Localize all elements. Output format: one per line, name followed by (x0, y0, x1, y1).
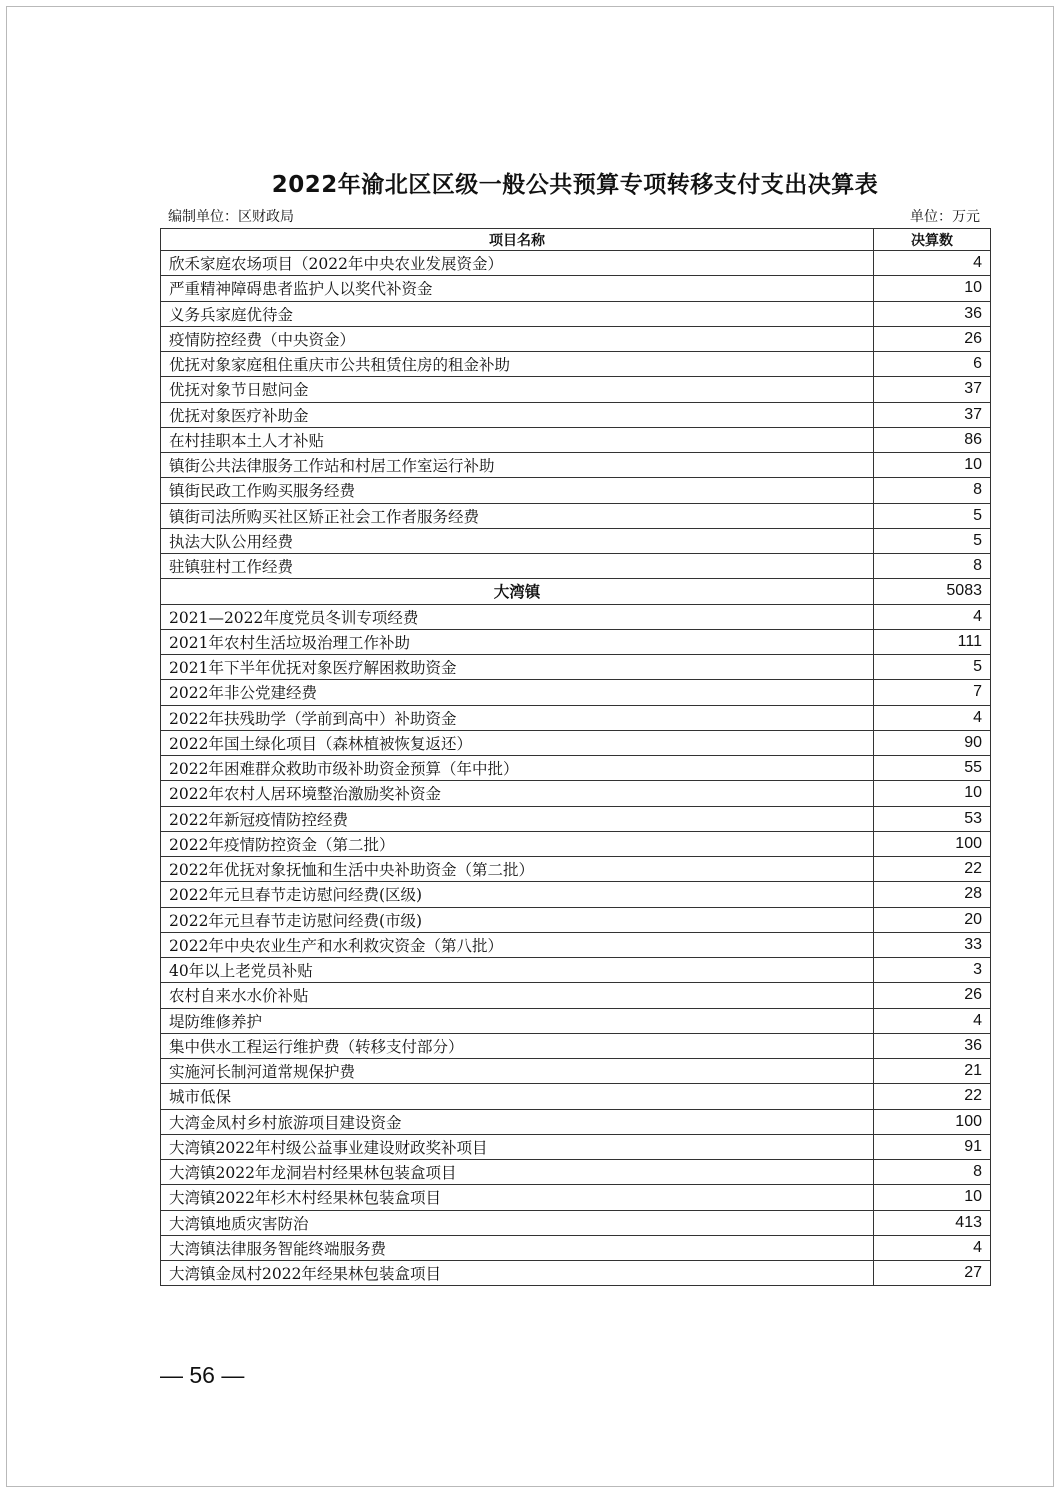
table-row (161, 1185, 991, 1210)
amount-cell: 10 (874, 276, 991, 301)
table-row (161, 377, 991, 402)
table-row (161, 478, 991, 503)
table-row (161, 301, 991, 326)
project-name-cell: 镇街民政工作购买服务经费 (161, 478, 874, 503)
project-name-cell: 严重精神障碍患者监护人以奖代补资金 (161, 276, 874, 301)
amount-cell: 5 (874, 528, 991, 553)
project-name-cell: 优抚对象家庭租住重庆市公共租赁住房的租金补助 (161, 352, 874, 377)
table-row (161, 1109, 991, 1134)
table-row (161, 1160, 991, 1185)
amount-cell: 5 (874, 655, 991, 680)
amount-cell: 4 (874, 251, 991, 276)
table-row (161, 1033, 991, 1058)
project-name-cell: 2021—2022年度党员冬训专项经费 (161, 604, 874, 629)
amount-cell: 26 (874, 326, 991, 351)
table-row (161, 756, 991, 781)
group-row (161, 579, 991, 604)
table-row (161, 276, 991, 301)
amount-cell: 4 (874, 1235, 991, 1260)
project-name-cell: 40年以上老党员补贴 (161, 958, 874, 983)
project-name-cell: 堤防维修养护 (161, 1008, 874, 1033)
table-row (161, 1134, 991, 1159)
project-name-cell: 2022年农村人居环境整治激励奖补资金 (161, 781, 874, 806)
budget-table (160, 228, 991, 1286)
compiler-label: 编制单位：区财政局 (168, 209, 294, 225)
project-name-cell: 大湾镇2022年龙洞岩村经果林包装盒项目 (161, 1160, 874, 1185)
project-name-cell: 2022年元旦春节走访慰问经费(区级) (161, 882, 874, 907)
amount-cell: 7 (874, 680, 991, 705)
amount-cell: 4 (874, 705, 991, 730)
amount-cell: 10 (874, 781, 991, 806)
amount-cell: 10 (874, 1185, 991, 1210)
amount-cell: 33 (874, 932, 991, 957)
header-amount: 决算数 (874, 229, 991, 251)
project-name-cell: 农村自来水水价补贴 (161, 983, 874, 1008)
amount-cell: 6 (874, 352, 991, 377)
amount-cell: 111 (874, 629, 991, 654)
project-name-cell: 义务兵家庭优待金 (161, 301, 874, 326)
table-row (161, 326, 991, 351)
project-name-cell: 大湾镇地质灾害防治 (161, 1210, 874, 1235)
page-title: 2022年渝北区区级一般公共预算专项转移支付支出决算表 (271, 172, 879, 198)
table-row (161, 251, 991, 276)
amount-cell: 5083 (874, 579, 991, 604)
table-body (161, 251, 991, 1286)
table-row (161, 958, 991, 983)
table-row (161, 781, 991, 806)
amount-cell: 91 (874, 1134, 991, 1159)
project-name-cell: 2021年下半年优抚对象医疗解困救助资金 (161, 655, 874, 680)
project-name-cell: 驻镇驻村工作经费 (161, 554, 874, 579)
project-name-cell: 在村挂职本土人才补贴 (161, 427, 874, 452)
amount-cell: 5 (874, 503, 991, 528)
table-row (161, 1008, 991, 1033)
project-name-cell: 2022年元旦春节走访慰问经费(市级) (161, 907, 874, 932)
unit-label: 单位：万元 (910, 209, 980, 225)
amount-cell: 53 (874, 806, 991, 831)
amount-cell: 4 (874, 604, 991, 629)
amount-cell: 55 (874, 756, 991, 781)
project-name-cell: 疫情防控经费（中央资金） (161, 326, 874, 351)
table-row (161, 427, 991, 452)
table-row (161, 983, 991, 1008)
table-row (161, 806, 991, 831)
table-row (161, 352, 991, 377)
project-name-cell: 2022年困难群众救助市级补助资金预算（年中批） (161, 756, 874, 781)
table-row (161, 453, 991, 478)
table-row (161, 1261, 991, 1286)
amount-cell: 36 (874, 301, 991, 326)
amount-cell: 8 (874, 1160, 991, 1185)
table-row (161, 705, 991, 730)
amount-cell: 37 (874, 377, 991, 402)
table-row (161, 857, 991, 882)
project-name-cell: 大湾金凤村乡村旅游项目建设资金 (161, 1109, 874, 1134)
project-name-cell: 2021年农村生活垃圾治理工作补助 (161, 629, 874, 654)
project-name-cell: 2022年非公党建经费 (161, 680, 874, 705)
amount-cell: 8 (874, 554, 991, 579)
table-row (161, 882, 991, 907)
table-row (161, 907, 991, 932)
table-row (161, 554, 991, 579)
project-name-cell: 2022年扶残助学（学前到高中）补助资金 (161, 705, 874, 730)
table-header-row (161, 229, 991, 251)
project-name-cell: 实施河长制河道常规保护费 (161, 1059, 874, 1084)
project-name-cell: 优抚对象医疗补助金 (161, 402, 874, 427)
table-row (161, 402, 991, 427)
amount-cell: 100 (874, 1109, 991, 1134)
amount-cell: 21 (874, 1059, 991, 1084)
table-row (161, 932, 991, 957)
project-name-cell: 集中供水工程运行维护费（转移支付部分） (161, 1033, 874, 1058)
project-name-cell: 大湾镇2022年村级公益事业建设财政奖补项目 (161, 1134, 874, 1159)
amount-cell: 22 (874, 857, 991, 882)
amount-cell: 3 (874, 958, 991, 983)
amount-cell: 90 (874, 730, 991, 755)
project-name-cell: 执法大队公用经费 (161, 528, 874, 553)
amount-cell: 413 (874, 1210, 991, 1235)
amount-cell: 22 (874, 1084, 991, 1109)
table-row (161, 629, 991, 654)
amount-cell: 37 (874, 402, 991, 427)
table-row (161, 1059, 991, 1084)
amount-cell: 20 (874, 907, 991, 932)
table-row (161, 831, 991, 856)
table-row (161, 528, 991, 553)
project-name-cell: 2022年新冠疫情防控经费 (161, 806, 874, 831)
table-row (161, 730, 991, 755)
amount-cell: 8 (874, 478, 991, 503)
table-row (161, 604, 991, 629)
amount-cell: 28 (874, 882, 991, 907)
project-name-cell: 城市低保 (161, 1084, 874, 1109)
table-row (161, 680, 991, 705)
amount-cell: 10 (874, 453, 991, 478)
amount-cell: 27 (874, 1261, 991, 1286)
table-row (161, 1210, 991, 1235)
project-name-cell: 镇街公共法律服务工作站和村居工作室运行补助 (161, 453, 874, 478)
project-name-cell: 欣禾家庭农场项目（2022年中央农业发展资金） (161, 251, 874, 276)
project-name-cell: 2022年国土绿化项目（森林植被恢复返还） (161, 730, 874, 755)
amount-cell: 26 (874, 983, 991, 1008)
amount-cell: 100 (874, 831, 991, 856)
amount-cell: 86 (874, 427, 991, 452)
table-row (161, 1084, 991, 1109)
project-name-cell: 2022年优抚对象抚恤和生活中央补助资金（第二批） (161, 857, 874, 882)
project-name-cell: 大湾镇金凤村2022年经果林包装盒项目 (161, 1261, 874, 1286)
project-name-cell: 2022年疫情防控资金（第二批） (161, 831, 874, 856)
amount-cell: 4 (874, 1008, 991, 1033)
amount-cell: 36 (874, 1033, 991, 1058)
table-row (161, 503, 991, 528)
project-name-cell: 优抚对象节日慰问金 (161, 377, 874, 402)
header-project-name: 项目名称 (161, 229, 874, 251)
table-row (161, 1235, 991, 1260)
table-row (161, 655, 991, 680)
project-name-cell: 2022年中央农业生产和水利救灾资金（第八批） (161, 932, 874, 957)
project-name-cell: 大湾镇法律服务智能终端服务费 (161, 1235, 874, 1260)
project-name-cell: 镇街司法所购买社区矫正社会工作者服务经费 (161, 503, 874, 528)
project-name-cell: 大湾镇 (161, 579, 874, 604)
project-name-cell: 大湾镇2022年杉木村经果林包装盒项目 (161, 1185, 874, 1210)
page-number: — 56 — (160, 1362, 245, 1388)
